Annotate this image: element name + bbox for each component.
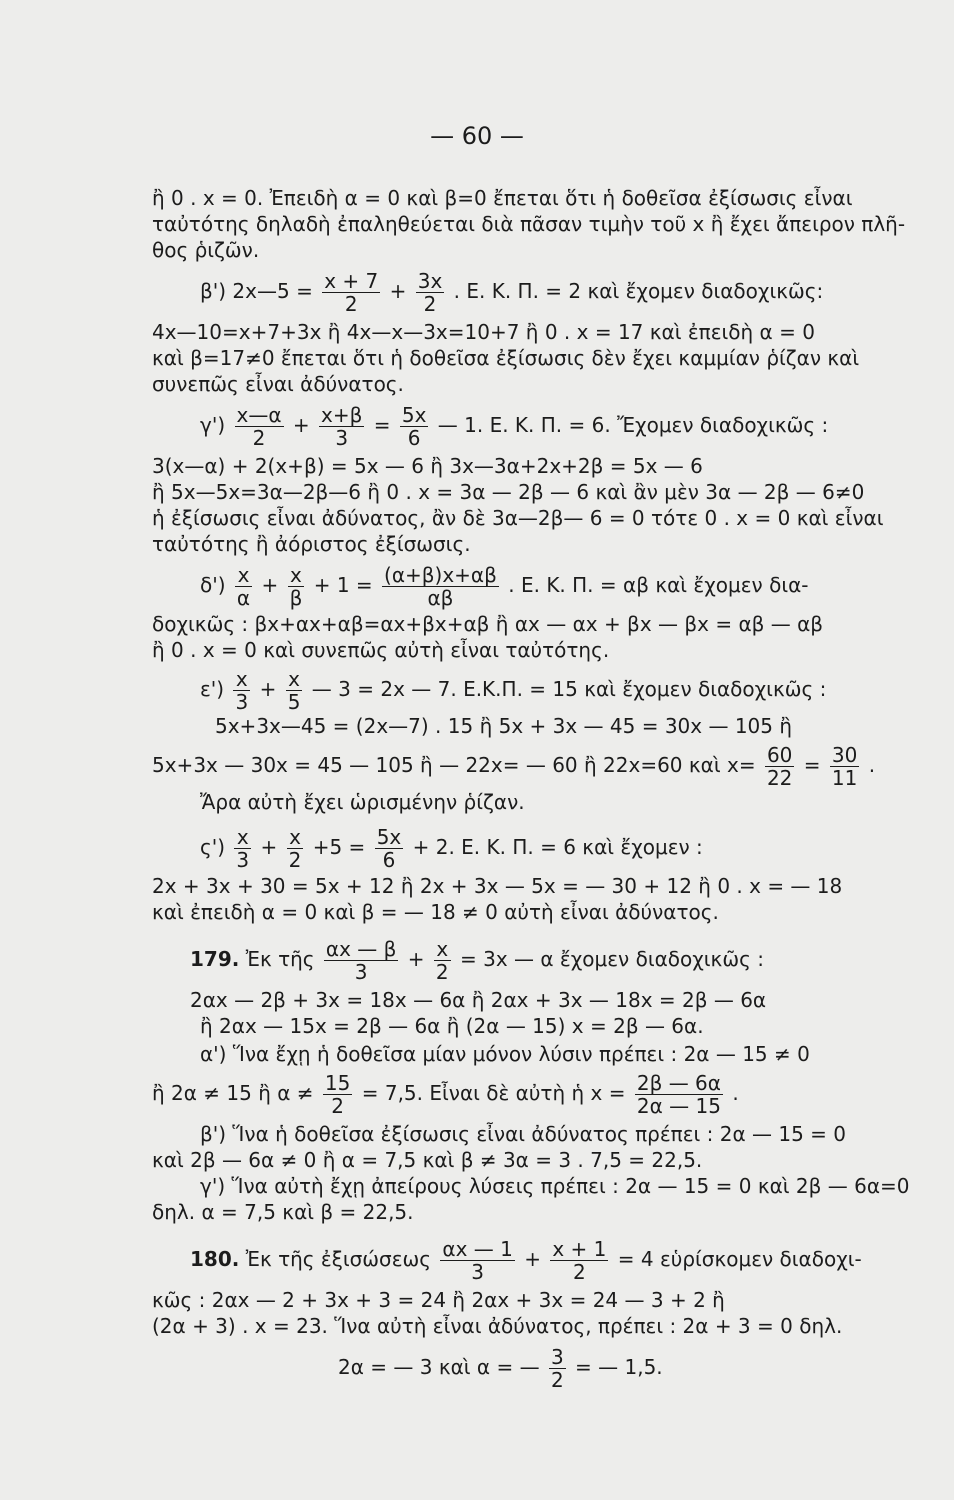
- operator: +: [259, 677, 277, 701]
- text-line: καὶ β=17≠0 ἔπεται ὅτι ἡ δοθεῖσα ἐξίσωσις δὲν ἔχει καμμίαν ῥίζαν καὶ: [152, 346, 860, 370]
- text-line: συνεπῶς εἶναι ἀδύνατος.: [152, 372, 404, 396]
- text-line: ἢ 2αx — 15x = 2β — 6α ἢ (2α — 15) x = 2β — 6α.: [200, 1014, 704, 1038]
- fraction: $\frac{x + 1}{2}$: [552, 1237, 607, 1284]
- fraction: $\frac{5x}{6}$: [401, 403, 427, 450]
- text-line: δοχικῶς : βx+αx+αβ=αx+βx+αβ ἢ αx — αx + βx — βx = αβ — αβ: [152, 612, 824, 636]
- fraction: $\frac{x}{\beta}$: [289, 563, 303, 610]
- equation-line: [338, 1346, 663, 1391]
- text-line: ταὐτότης δηλαδὴ ἐπαληθεύεται διὰ πᾶσαν τιμὴν τοῦ x ἢ ἔχει ἄπειρον πλῆ-: [152, 212, 906, 236]
- operator: .: [868, 753, 876, 777]
- text-line: κῶς : 2αx — 2 + 3x + 3 = 24 ἢ 2αx + 3x = 24 — 3 + 2 ἢ: [152, 1288, 725, 1312]
- fraction: $\frac{15}{2}$: [324, 1071, 351, 1118]
- problem-number: 179.: [190, 947, 240, 971]
- operator: +: [389, 279, 407, 303]
- text-line: ταὐτότης ἢ ἀόριστος ἐξίσωσις.: [152, 532, 471, 556]
- text-line: α') Ἵνα ἔχῃ ἡ δοθεῖσα μίαν μόνον λύσιν πρέπει : 2α — 15 ≠ 0: [200, 1042, 810, 1066]
- text-line: Ἄρα αὐτὴ ἔχει ὡρισμένην ῥίζαν.: [200, 790, 525, 814]
- fraction: $\frac{3}{2}$: [550, 1345, 564, 1392]
- eq-label: ς'): [200, 835, 226, 859]
- fraction: $\frac{x}{\alpha}$: [236, 563, 251, 610]
- fraction: $\frac{30}{11}$: [831, 743, 858, 790]
- page-number: — 60 —: [430, 122, 524, 150]
- equation-text: = 7,5. Εἶναι δὲ αὐτὴ ἡ x =: [361, 1081, 626, 1105]
- text-line: ἡ ἐξίσωσις εἶναι ἀδύνατος, ἂν δὲ 3α—2β— 6 = 0 τότε 0 . x = 0 καὶ εἶναι: [152, 506, 884, 530]
- eq-label: γ'): [200, 413, 226, 437]
- problem-number: 180.: [190, 1247, 240, 1271]
- operator: +: [260, 835, 278, 859]
- text-line: 5x+3x—45 = (2x—7) . 15 ἢ 5x + 3x — 45 = 30x — 105 ἢ: [215, 714, 793, 738]
- equation-line: [200, 668, 826, 713]
- fraction: $\frac{\alpha x — 1}{3}$: [442, 1237, 513, 1284]
- text-line: ἢ 0 . x = 0. Ἐπειδὴ α = 0 καὶ β=0 ἔπεται ὅτι ἡ δοθεῖσα ἐξίσωσις εἶναι: [152, 186, 853, 210]
- fraction: $\frac{2\beta — 6\alpha}{2\alpha — 15}$: [636, 1071, 721, 1118]
- fraction: $\frac{x}{2}$: [288, 825, 302, 872]
- fraction: $\frac{\alpha x — \beta}{3}$: [325, 937, 397, 984]
- equation-line: [152, 1072, 739, 1117]
- fraction: $\frac{(\alpha+\beta)x+\alpha\beta}{\alpha\beta}$: [384, 563, 497, 610]
- fraction: $\frac{x—\alpha}{2}$: [236, 403, 282, 450]
- fraction: $\frac{60}{22}$: [766, 743, 793, 790]
- text-line: θος ῥιζῶν.: [152, 238, 260, 262]
- fraction: $\frac{x + 7}{2}$: [324, 269, 379, 316]
- equation-text: . Ε. Κ. Π. = 2 καὶ ἔχομεν διαδοχικῶς:: [453, 279, 824, 303]
- text-line: καὶ ἐπειδὴ α = 0 καὶ β = — 18 ≠ 0 αὐτὴ εἶναι ἀδύνατος.: [152, 900, 719, 924]
- text-line: ἢ 5x—5x=3α—2β—6 ἢ 0 . x = 3α — 2β — 6 καὶ ἂν μὲν 3α — 2β — 6≠0: [152, 480, 865, 504]
- text-line: (2α + 3) . x = 23. Ἵνα αὐτὴ εἶναι ἀδύνατος, πρέπει : 2α + 3 = 0 δηλ.: [152, 1314, 843, 1338]
- fraction: $\frac{x+\beta}{3}$: [321, 403, 363, 450]
- fraction: $\frac{3x}{2}$: [417, 269, 443, 316]
- operator: +5 =: [312, 835, 366, 859]
- text-line: 3(x—α) + 2(x+β) = 5x — 6 ἢ 3x—3α+2x+2β = 5x — 6: [152, 454, 703, 478]
- equation-text: 5x+3x — 30x = 45 — 105 ἢ — 22x= — 60 ἢ 22x=60 καὶ x=: [152, 753, 756, 777]
- eq-label: δ'): [200, 573, 226, 597]
- text-line: γ') Ἵνα αὐτὴ ἔχῃ ἀπείρους λύσεις πρέπει : 2α — 15 = 0 καὶ 2β — 6α=0: [200, 1174, 910, 1198]
- operator: =: [373, 413, 391, 437]
- equation-line: [200, 270, 823, 315]
- eq-label: β') 2x—5 =: [200, 279, 313, 303]
- equation-line: [200, 404, 828, 449]
- equation-text: . Ε. Κ. Π. = αβ καὶ ἔχομεν δια-: [508, 573, 809, 597]
- equation-text: Ἐκ τῆς: [245, 947, 315, 971]
- text-line: 2x + 3x + 30 = 5x + 12 ἢ 2x + 3x — 5x = — 30 + 12 ἢ 0 . x = — 18: [152, 874, 843, 898]
- equation-line: [200, 564, 808, 609]
- equation-line: [152, 744, 875, 789]
- equation-text: = — 1,5.: [575, 1355, 663, 1379]
- text-line: καὶ 2β — 6α ≠ 0 ἢ α = 7,5 καὶ β ≠ 3α = 3 . 7,5 = 22,5.: [152, 1148, 703, 1172]
- equation-line: [200, 826, 703, 871]
- fraction: $\frac{5x}{6}$: [376, 825, 402, 872]
- fraction: $\frac{x}{3}$: [236, 825, 250, 872]
- equation-text: — 3 = 2x — 7. Ε.Κ.Π. = 15 καὶ ἔχομεν διαδοχικῶς :: [311, 677, 827, 701]
- operator: +: [524, 1247, 541, 1271]
- operator: =: [803, 753, 821, 777]
- eq-label: ε'): [200, 677, 225, 701]
- operator: .: [732, 1081, 739, 1105]
- equation-text: + 2. Ε. Κ. Π. = 6 καὶ ἔχομεν :: [412, 835, 703, 859]
- operator: +: [292, 413, 310, 437]
- text-line: 4x—10=x+7+3x ἢ 4x—x—3x=10+7 ἢ 0 . x = 17 καὶ ἐπειδὴ α = 0: [152, 320, 815, 344]
- text-line: 2αx — 2β + 3x = 18x — 6α ἢ 2αx + 3x — 18x = 2β — 6α: [190, 988, 767, 1012]
- text-line: β') Ἵνα ἡ δοθεῖσα ἐξίσωσις εἶναι ἀδύνατος πρέπει : 2α — 15 = 0: [200, 1122, 847, 1146]
- equation-text: = 3x — α ἔχομεν διαδοχικῶς :: [459, 947, 764, 971]
- equation-text: 2α = — 3 καὶ α = —: [338, 1355, 540, 1379]
- equation-text: Ἐκ τῆς ἐξισώσεως: [245, 1247, 432, 1271]
- fraction: $\frac{x}{2}$: [435, 937, 449, 984]
- fraction: $\frac{x}{5}$: [287, 667, 301, 714]
- fraction: $\frac{x}{3}$: [235, 667, 249, 714]
- problem-180-header: [190, 1238, 862, 1283]
- text-line: δηλ. α = 7,5 καὶ β = 22,5.: [152, 1200, 414, 1224]
- operator: +: [407, 947, 425, 971]
- operator: + 1 =: [313, 573, 373, 597]
- equation-text: — 1. Ε. Κ. Π. = 6. Ἔχομεν διαδοχικῶς :: [437, 413, 829, 437]
- operator: +: [261, 573, 279, 597]
- equation-text: = 4 εὑρίσκομεν διαδοχι-: [617, 1247, 862, 1271]
- problem-179-header: [190, 938, 764, 983]
- text-line: ἢ 0 . x = 0 καὶ συνεπῶς αὐτὴ εἶναι ταὐτότης.: [152, 638, 610, 662]
- equation-text: ἢ 2α ≠ 15 ἢ α ≠: [152, 1081, 314, 1105]
